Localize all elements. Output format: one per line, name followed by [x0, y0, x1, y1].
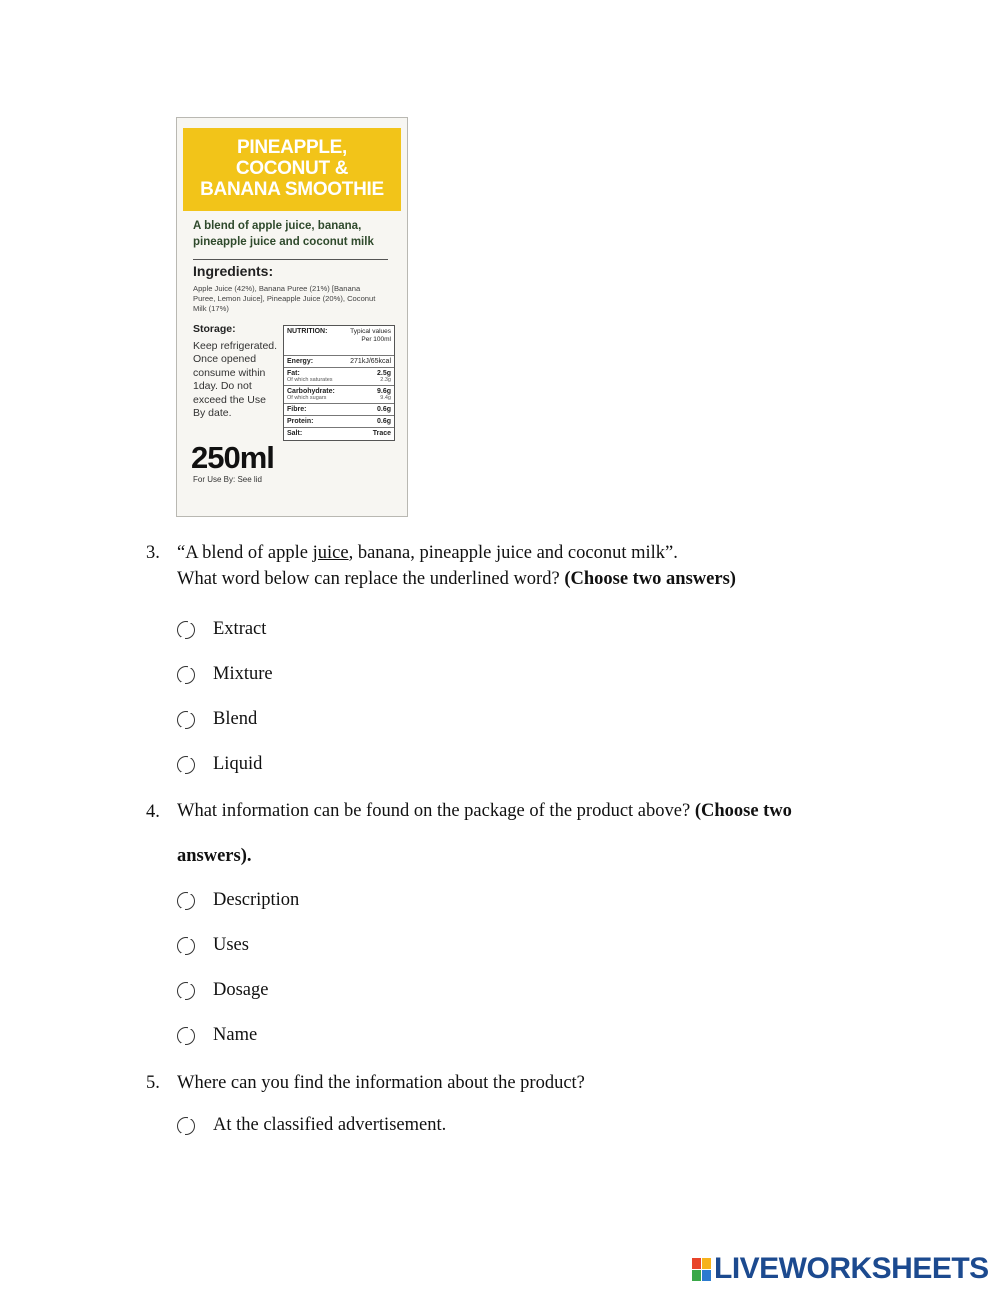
question-3-underlined-word: juice: [312, 543, 349, 563]
nutrition-row-energy: [284, 356, 394, 368]
radio-button[interactable]: [177, 892, 195, 910]
q3-option-2-label: Mixture: [213, 664, 273, 684]
label-ingredients-title: Ingredients:: [193, 263, 274, 279]
nutrition-header: NUTRITION:: [287, 328, 328, 335]
label-use-by: For Use By: See lid: [193, 475, 262, 484]
nutrition-typical: Typical values Per 100ml: [350, 328, 391, 343]
nutrition-fat-value: 2.5g: [376, 370, 391, 377]
question-4-instruction: (Choose two: [694, 801, 792, 821]
logo-block-blue: [702, 1270, 711, 1281]
question-5-number: 5.: [146, 1073, 160, 1093]
q3-option-1[interactable]: [177, 619, 266, 640]
label-banner: PINEAPPLE, COCONUT & BANANA SMOOTHIE: [183, 128, 401, 211]
radio-button[interactable]: [177, 711, 195, 729]
nutrition-sugars-label: Of which sugars: [287, 395, 327, 401]
q4-option-3-label: Dosage: [213, 980, 269, 1000]
logo-block-green: [692, 1270, 701, 1281]
q3-option-3-label: Blend: [213, 709, 258, 729]
q4-option-4-label: Name: [213, 1025, 258, 1045]
nutrition-protein-value: 0.6g: [376, 418, 391, 425]
radio-button[interactable]: [177, 666, 195, 684]
nutrition-fibre-label: Fibre:: [287, 406, 307, 413]
nutrition-row-carbohydrate: [284, 386, 394, 404]
nutrition-row-fat: [284, 368, 394, 386]
q3-option-2[interactable]: [177, 664, 273, 685]
question-4-number: 4.: [146, 802, 160, 822]
q4-option-2-label: Uses: [213, 935, 249, 955]
q4-option-2[interactable]: [177, 935, 249, 956]
nutrition-salt-label: Salt:: [287, 430, 303, 437]
q3-option-3[interactable]: [177, 709, 257, 730]
question-3-text: [177, 540, 877, 592]
liveworksheets-logo: [692, 1252, 989, 1286]
question-3-number: 3.: [146, 543, 160, 563]
question-3-prompt: What word below can replace the underlined word?: [177, 569, 565, 589]
radio-button[interactable]: [177, 1117, 195, 1135]
label-storage-title: Storage:: [193, 323, 236, 335]
question-3-quote-start: “A blend of apple: [177, 543, 313, 563]
question-3-quote-end: , banana, pineapple juice and coconut milk”.: [348, 543, 678, 563]
radio-button[interactable]: [177, 756, 195, 774]
nutrition-table: [283, 325, 395, 441]
logo-block-yellow: [702, 1258, 711, 1269]
logo-block-red: [692, 1258, 701, 1269]
nutrition-sugars-value: 9.4g: [380, 395, 391, 401]
question-4-text: [177, 789, 877, 879]
nutrition-salt-value: Trace: [372, 430, 391, 437]
logo-blocks-icon: [692, 1258, 710, 1280]
radio-button[interactable]: [177, 982, 195, 1000]
q5-option-1[interactable]: [177, 1115, 446, 1136]
product-label-image: [176, 117, 408, 517]
question-4-instruction-cont: answers).: [177, 846, 252, 866]
question-4-prompt: What information can be found on the package of the product above?: [177, 801, 695, 821]
label-storage-text: Keep refrigerated. Once opened consume within 1day. Do not exceed the Use By date.: [193, 340, 278, 420]
label-divider: [193, 259, 388, 260]
q3-option-4[interactable]: [177, 754, 262, 775]
q4-option-4[interactable]: [177, 1025, 257, 1046]
nutrition-carb-label: Carbohydrate:: [287, 388, 335, 395]
label-ingredients: Apple Juice (42%), Banana Puree (21%) [Banana Puree, Lemon Juice], Pineapple Juice (20%), Coconut Milk (17%): [193, 284, 376, 313]
nutrition-fat-label: Fat:: [287, 370, 300, 377]
label-description: A blend of apple juice, banana, pineapple juice and coconut milk: [193, 220, 374, 248]
nutrition-protein-label: Protein:: [287, 418, 314, 425]
logo-text: LIVEWORKSHEETS: [714, 1252, 989, 1285]
nutrition-saturates-label: Of which saturates: [287, 377, 333, 383]
q4-option-1[interactable]: [177, 890, 299, 911]
question-5-prompt: Where can you find the information about the product?: [177, 1073, 585, 1093]
q5-option-1-label: At the classified advertisement.: [213, 1115, 447, 1135]
radio-button[interactable]: [177, 1027, 195, 1045]
nutrition-row-protein: [284, 416, 394, 428]
radio-button[interactable]: [177, 621, 195, 639]
nutrition-fibre-value: 0.6g: [376, 406, 391, 413]
nutrition-row-fibre: [284, 404, 394, 416]
nutrition-carb-value: 9.6g: [376, 388, 391, 395]
nutrition-energy-label: Energy:: [287, 358, 314, 365]
q3-option-1-label: Extract: [213, 619, 267, 639]
q4-option-3[interactable]: [177, 980, 268, 1001]
q3-option-4-label: Liquid: [213, 754, 263, 774]
radio-button[interactable]: [177, 937, 195, 955]
nutrition-energy-value: 271kJ/65kcal: [350, 358, 391, 365]
nutrition-saturates-value: 2.3g: [380, 377, 391, 383]
question-3-instruction: (Choose two answers): [564, 569, 736, 589]
nutrition-header-row: [284, 326, 394, 356]
q4-option-1-label: Description: [213, 890, 300, 910]
label-volume: 250ml: [191, 440, 274, 475]
nutrition-row-salt: [284, 428, 394, 440]
